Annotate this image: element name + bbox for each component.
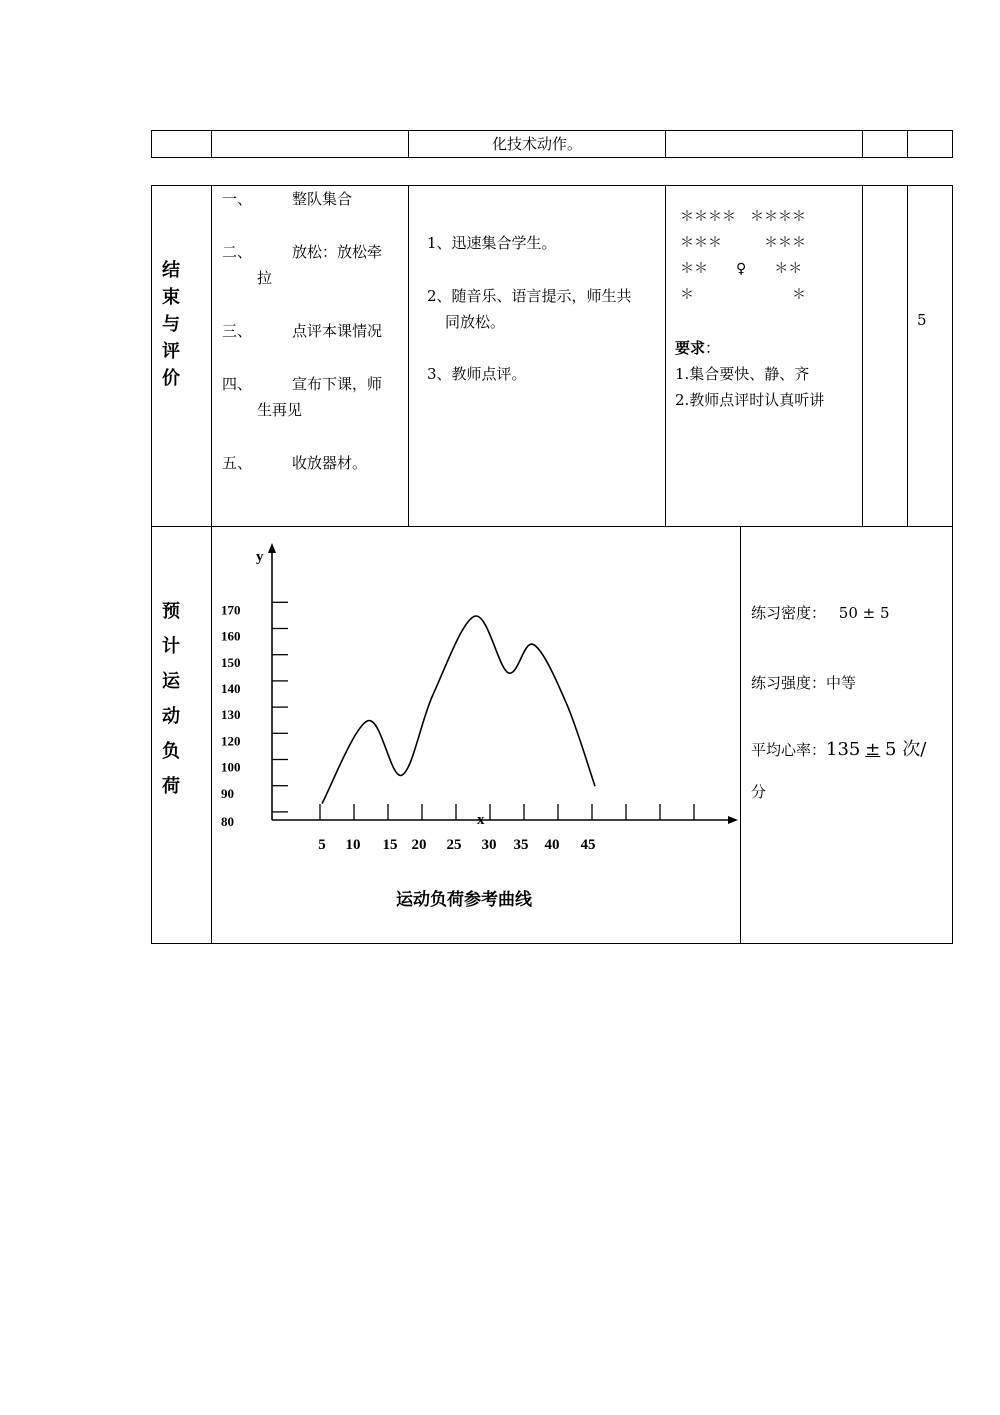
method-line: 3、教师点评。: [427, 365, 527, 383]
ending-section-label: [156, 256, 186, 391]
step-text: 宣布下课，师: [292, 375, 383, 393]
chart-series-line: [322, 616, 595, 804]
ending-label-char: 价: [162, 368, 180, 389]
heart-rate-row: [751, 740, 926, 760]
step-num: 五、: [222, 454, 253, 472]
intensity-row: [751, 673, 856, 693]
chart-axes: [268, 543, 738, 824]
load-label-char: 计: [162, 636, 180, 657]
heart-rate-unit: 分: [751, 783, 767, 801]
x-tick-label: 10: [345, 837, 361, 853]
ending-label-char: 与: [162, 314, 180, 335]
load-label-char: 预: [162, 601, 180, 622]
ending-time: 5: [917, 311, 927, 329]
x-tick-label: 30: [481, 837, 497, 853]
method-line: 同放松。: [445, 313, 506, 331]
step-cont: 拉: [257, 269, 273, 287]
x-tick-label: 35: [513, 837, 529, 853]
x-tick-label: 5: [318, 837, 326, 853]
load-section-label: [156, 597, 186, 807]
step-num: 一、: [222, 190, 253, 208]
requirements-heading: [675, 338, 720, 358]
y-tick-label: 90: [221, 785, 234, 801]
y-tick-label: 120: [221, 733, 241, 749]
load-label-char: 荷: [162, 776, 180, 797]
heart-rate-label: 平均心率：: [751, 741, 827, 759]
y-tick-label: 170: [221, 602, 241, 618]
requirements-colon: ：: [705, 339, 721, 357]
step-text: 收放器材。: [292, 454, 368, 472]
step-num: 四、: [222, 375, 253, 393]
x-tick-label: 15: [382, 837, 398, 853]
heart-rate-pm: ±: [865, 739, 881, 760]
heart-rate-value: 135: [826, 739, 861, 760]
method-line: 1、迅速集合学生。: [427, 234, 557, 252]
y-tick-label: 150: [221, 654, 241, 670]
step-text: 放松：放松牵: [292, 243, 383, 261]
density-value: 50 ± 5: [838, 604, 890, 622]
y-tick-label: 130: [221, 707, 241, 723]
y-axis-label: y: [256, 549, 264, 565]
chart-title: 运动负荷参考曲线: [396, 890, 532, 910]
step-text: 点评本课情况: [292, 322, 383, 340]
y-tick-label: 160: [221, 628, 241, 644]
y-tick-label: 140: [221, 681, 241, 696]
load-chart: [212, 527, 740, 943]
y-tick-label: 100: [221, 759, 241, 775]
load-label-char: 运: [162, 671, 180, 692]
y-axis-arrow: [268, 543, 276, 553]
load-label-char: 负: [162, 741, 180, 762]
method-line: 2、随音乐、语言提示，师生共: [427, 287, 632, 305]
formation-row: ＊ ＊: [680, 287, 806, 303]
top-row-content: 化技术动作。: [491, 135, 582, 153]
x-tick-label: 20: [411, 837, 427, 853]
step-num: 三、: [222, 322, 253, 340]
requirements-title: 要求: [675, 339, 706, 357]
requirement-item: 1.集合要快、静、齐: [675, 365, 810, 383]
intensity-value: 中等: [826, 674, 857, 692]
ending-label-char: 结: [162, 260, 180, 281]
y-tick-label: 80: [221, 814, 234, 829]
formation-row: ＊＊＊＊ ＊＊＊＊: [680, 209, 806, 225]
density-row: [751, 603, 890, 623]
heart-rate-tail: 5 次/: [885, 739, 927, 760]
requirement-item: 2.教师点评时认真听讲: [675, 391, 825, 409]
step-cont: 生再见: [257, 401, 303, 419]
step-num: 二、: [222, 243, 253, 261]
step-text: 整队集合: [292, 190, 353, 208]
density-label: 练习密度：: [751, 604, 827, 622]
formation-row: ＊＊ ♀ ＊＊: [680, 261, 803, 277]
x-axis-arrow: [728, 816, 738, 824]
formation-row: ＊＊＊ ＊＊＊: [680, 235, 806, 251]
x-tick-label: 25: [446, 837, 462, 853]
ending-label-char: 束: [162, 287, 180, 308]
load-label-char: 动: [162, 706, 180, 727]
x-axis-label: x: [477, 812, 485, 828]
intensity-label: 练习强度：: [751, 674, 827, 692]
ending-label-char: 评: [162, 341, 180, 362]
x-tick-label: 45: [580, 837, 596, 853]
x-tick-label: 40: [544, 837, 560, 853]
